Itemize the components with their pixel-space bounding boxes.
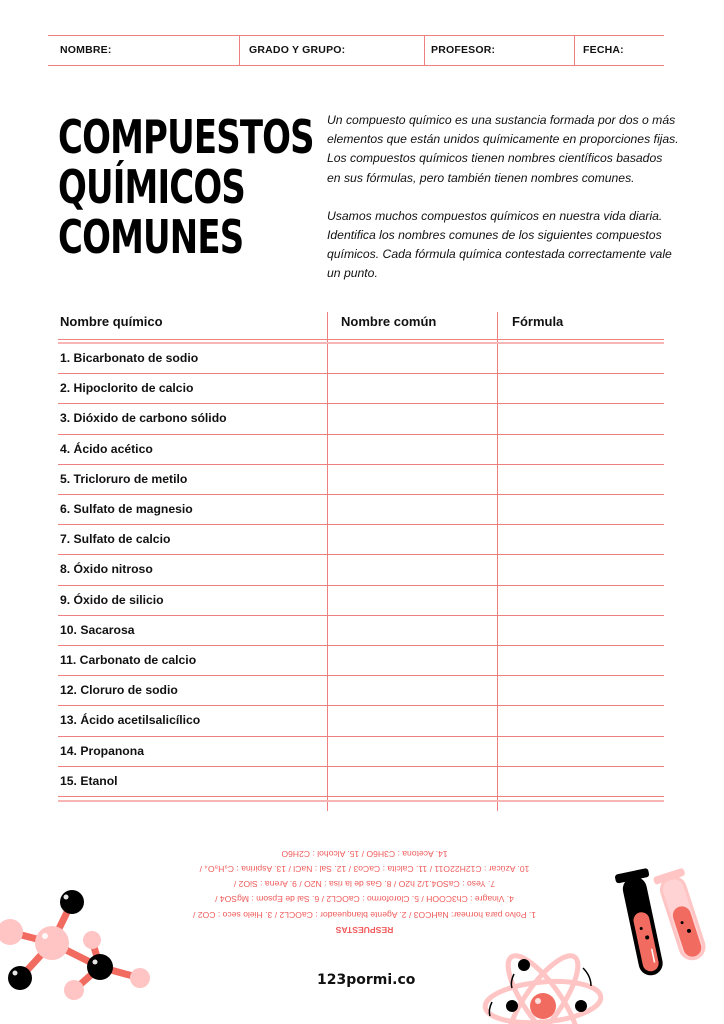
formula-cell[interactable]: [498, 495, 664, 523]
answers-line: 7. Yeso : CaSO4.1/2 h2O / 8. Gas de la risa : N2O / 9. Arena : SiO2 /: [233, 878, 496, 889]
table-row-label: 4. Ácido acético: [60, 441, 153, 456]
column-header-formula: Fórmula: [512, 314, 564, 329]
formula-cell[interactable]: [498, 374, 664, 402]
formula-cell[interactable]: [498, 465, 664, 493]
formula-cell[interactable]: [498, 586, 664, 614]
table-row-label: 15. Etanol: [60, 773, 118, 788]
answers-title: RESPUESTAS: [335, 924, 394, 935]
title-line: COMUNES: [58, 210, 244, 264]
table-row-label: 14. Propanona: [60, 743, 144, 758]
column-header-nombre-comun: Nombre común: [341, 314, 437, 329]
table-footer-line: [58, 800, 664, 802]
table-row-label: 12. Cloruro de sodio: [60, 683, 178, 698]
answers-line: 4. Vinagre : Ch3COOH / 5. Cloroformo : CaOCL2 / 6. Sal de Epsom : MgSO4 /: [215, 894, 514, 905]
nombre-comun-cell[interactable]: [328, 706, 496, 734]
nombre-comun-cell[interactable]: [328, 525, 496, 553]
table-row-label: 6. Sulfato de magnesio: [60, 502, 193, 516]
table-row-label: 8. Óxido nitroso: [60, 562, 153, 577]
formula-cell[interactable]: [498, 646, 664, 674]
nombre-comun-cell[interactable]: [328, 646, 496, 674]
nombre-comun-cell[interactable]: [328, 555, 496, 583]
formula-cell[interactable]: [498, 767, 664, 795]
nombre-comun-cell[interactable]: [328, 344, 496, 372]
nombre-comun-cell[interactable]: [328, 586, 496, 614]
atom-icon: [478, 944, 608, 1024]
formula-cell[interactable]: [498, 555, 664, 583]
table-row-label: 11. Carbonato de calcio: [60, 653, 197, 667]
test-tubes-icon: [612, 862, 720, 990]
formula-cell[interactable]: [498, 737, 664, 765]
table-row-label: 3. Dióxido de carbono sólido: [60, 411, 227, 426]
table-row-label: 13. Ácido acetilsalicílico: [60, 713, 201, 728]
nombre-comun-cell[interactable]: [328, 404, 496, 432]
header-bottom-line: [48, 65, 664, 66]
nombre-comun-cell[interactable]: [328, 676, 496, 704]
title-line: COMPUESTOS: [58, 110, 314, 164]
table-row-label: 5. Tricloruro de metilo: [60, 471, 188, 486]
nombre-comun-cell[interactable]: [328, 767, 496, 795]
table-row-label: 9. Óxido de silicio: [60, 592, 164, 607]
intro-paragraph: Usamos muchos compuestos químicos en nuestra vida diaria. Identifica los nombres comunes de los siguientes compuestos químicos. Cada fórmula química contestada correctamente vale un punto.: [327, 208, 672, 281]
table-row-label: 10. Sacarosa: [60, 622, 135, 637]
nombre-comun-cell[interactable]: [328, 374, 496, 402]
answers-key: [172, 845, 557, 937]
header-divider: [424, 35, 425, 65]
header-divider: [239, 35, 240, 65]
brand-logo[interactable]: 123pormi.co: [317, 972, 416, 988]
column-header-nombre-quimico: Nombre químico: [60, 314, 163, 329]
intro-paragraph: Un compuesto químico es una sustancia formada por dos o más elementos que están unidos químicamente en proporciones fijas. Los compuestos químicos tienen nombres científicos basados en sus fórmulas, pero también tienen nombres comunes.: [327, 113, 679, 185]
formula-cell[interactable]: [498, 344, 664, 372]
formula-cell[interactable]: [498, 404, 664, 432]
formula-cell[interactable]: [498, 676, 664, 704]
header-divider: [574, 35, 575, 65]
answers-line: 14. Acetona : C3H6O / 15. Alcohol : C2H6O: [281, 848, 448, 859]
molecule-icon: [0, 880, 160, 1024]
header-top-line: [48, 35, 664, 36]
formula-cell[interactable]: [498, 616, 664, 644]
formula-cell[interactable]: [498, 706, 664, 734]
page-title: [58, 112, 314, 262]
nombre-comun-cell[interactable]: [328, 465, 496, 493]
intro-text: [327, 111, 679, 284]
fecha-field[interactable]: FECHA:: [583, 44, 624, 56]
answers-line: 10. Azúcar : C12H22O11 / 11. Calcita : CaCo3 / 12. Sal : NaCl / 13. Aspirina : C₉H₈O₄ /: [199, 863, 530, 874]
table-row-label: 2. Hipoclorito de calcio: [60, 381, 194, 396]
nombre-comun-cell[interactable]: [328, 737, 496, 765]
nombre-field[interactable]: NOMBRE:: [60, 44, 112, 56]
formula-cell[interactable]: [498, 525, 664, 553]
formula-cell[interactable]: [498, 435, 664, 463]
table-header-line: [58, 339, 664, 340]
nombre-comun-cell[interactable]: [328, 435, 496, 463]
profesor-field[interactable]: PROFESOR:: [431, 44, 496, 56]
title-line: QUÍMICOS: [58, 160, 246, 214]
table-row-label: 7. Sulfato de calcio: [60, 532, 171, 547]
grado-grupo-field[interactable]: GRADO Y GRUPO:: [249, 44, 346, 56]
table-row-label: 1. Bicarbonato de sodio: [60, 351, 199, 365]
answers-line: 1. Polvo para hornear: NaHCO3 / 2. Agente blanqueador : CaOCL2 / 3. Hielo seco : CO2 /: [193, 909, 536, 920]
nombre-comun-cell[interactable]: [328, 495, 496, 523]
nombre-comun-cell[interactable]: [328, 616, 496, 644]
table-footer-line: [58, 796, 664, 797]
